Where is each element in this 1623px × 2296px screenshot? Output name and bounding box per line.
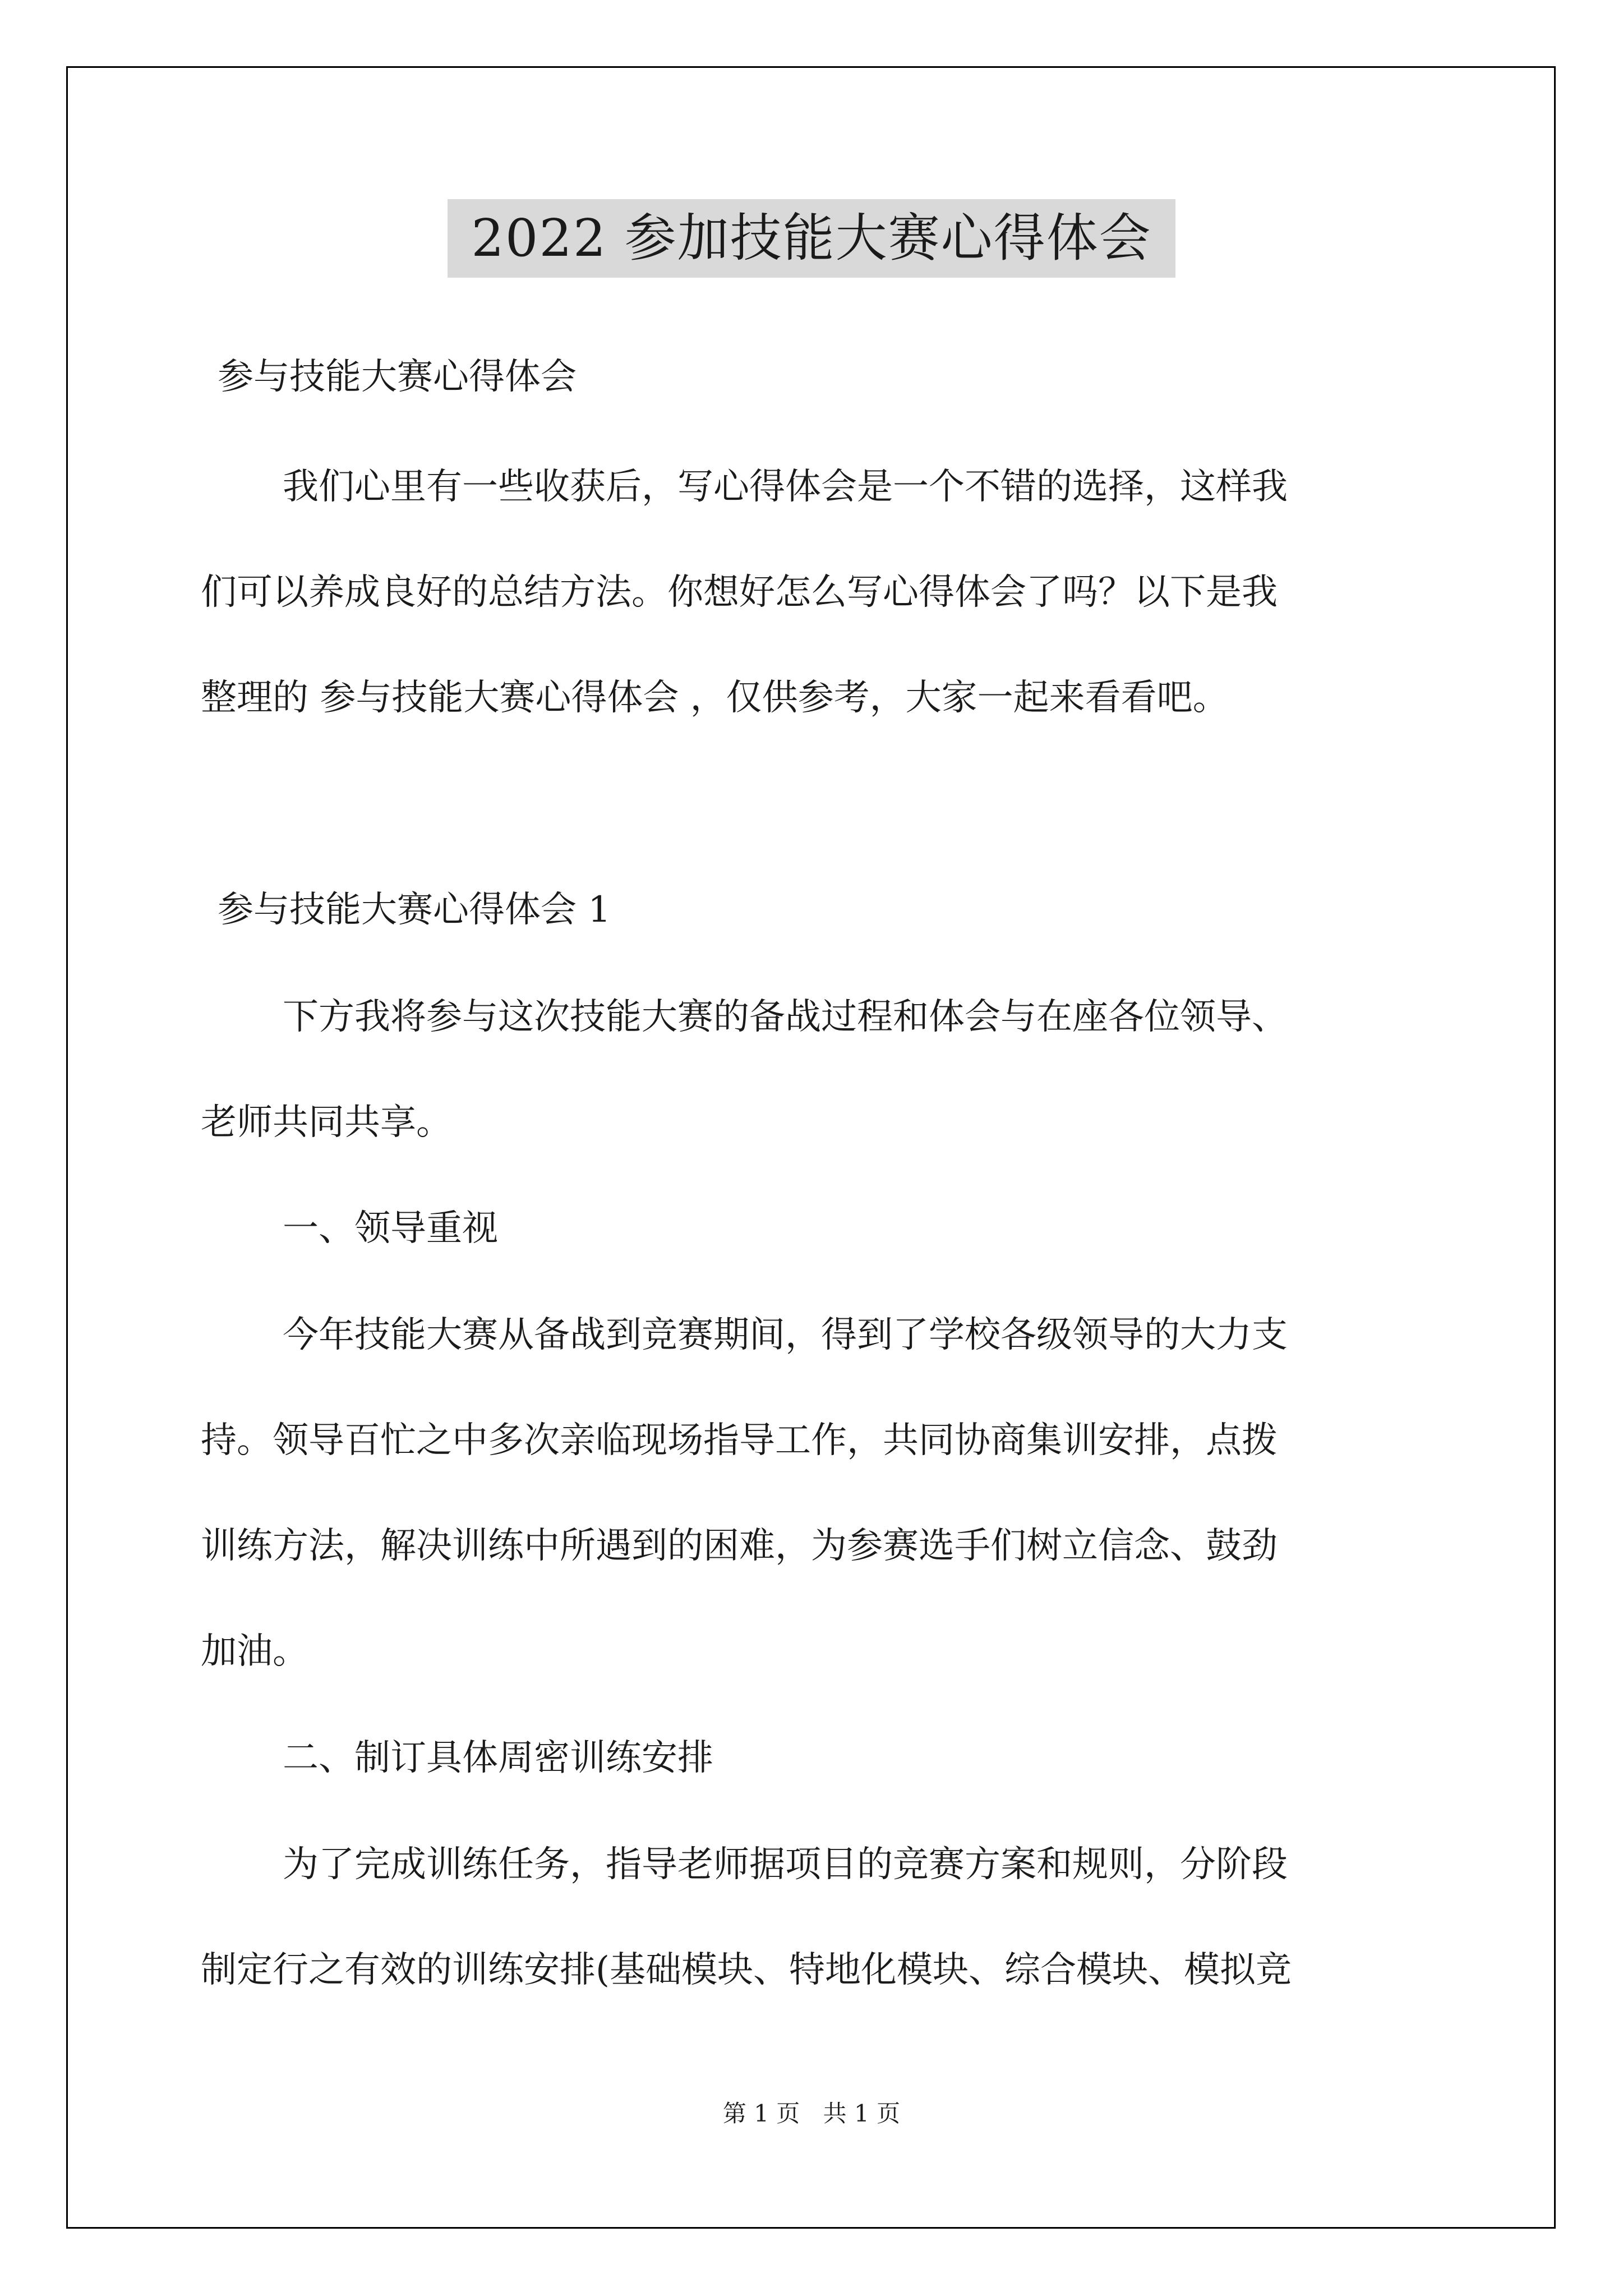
paragraph-line: 训练方法，解决训练中所遇到的困难，为参赛选手们树立信念、鼓劲 bbox=[201, 1525, 1278, 1567]
paragraph-line: 今年技能大赛从备战到竞赛期间，得到了学校各级领导的大力支 bbox=[283, 1314, 1288, 1356]
intro-line: 我们心里有一些收获后，写心得体会是一个不错的选择，这样我 bbox=[283, 466, 1288, 508]
document-subtitle: 参与技能大赛心得体会 bbox=[218, 356, 577, 398]
page-number-current: 第 1 页 bbox=[722, 2100, 800, 2127]
document-title: 2022 参加技能大赛心得体会 bbox=[448, 199, 1175, 278]
section-line: 下方我将参与这次技能大赛的备战过程和体会与在座各位领导、 bbox=[283, 996, 1288, 1038]
paragraph-line: 制定行之有效的训练安排(基础模块、特地化模块、综合模块、模拟竞 bbox=[201, 1949, 1292, 1991]
heading-training-plan: 二、制订具体周密训练安排 bbox=[283, 1737, 713, 1779]
title-container bbox=[0, 199, 1623, 278]
intro-line: 整理的 参与技能大赛心得体会 ，仅供参考，大家一起来看看吧。 bbox=[201, 677, 1229, 719]
intro-line: 们可以养成良好的总结方法。你想好怎么写心得体会了吗？以下是我 bbox=[201, 572, 1278, 613]
section-title: 参与技能大赛心得体会 1 bbox=[218, 889, 611, 931]
heading-leadership: 一、领导重视 bbox=[283, 1208, 498, 1249]
page-footer bbox=[0, 2097, 1623, 2131]
paragraph-line: 为了完成训练任务，指导老师据项目的竞赛方案和规则，分阶段 bbox=[283, 1844, 1288, 1885]
paragraph-line: 持。领导百忙之中多次亲临现场指导工作，共同协商集训安排，点拨 bbox=[201, 1420, 1278, 1461]
section-line: 老师共同共享。 bbox=[201, 1102, 452, 1143]
page-number-total: 共 1 页 bbox=[823, 2100, 901, 2127]
paragraph-line: 加油。 bbox=[201, 1631, 308, 1672]
